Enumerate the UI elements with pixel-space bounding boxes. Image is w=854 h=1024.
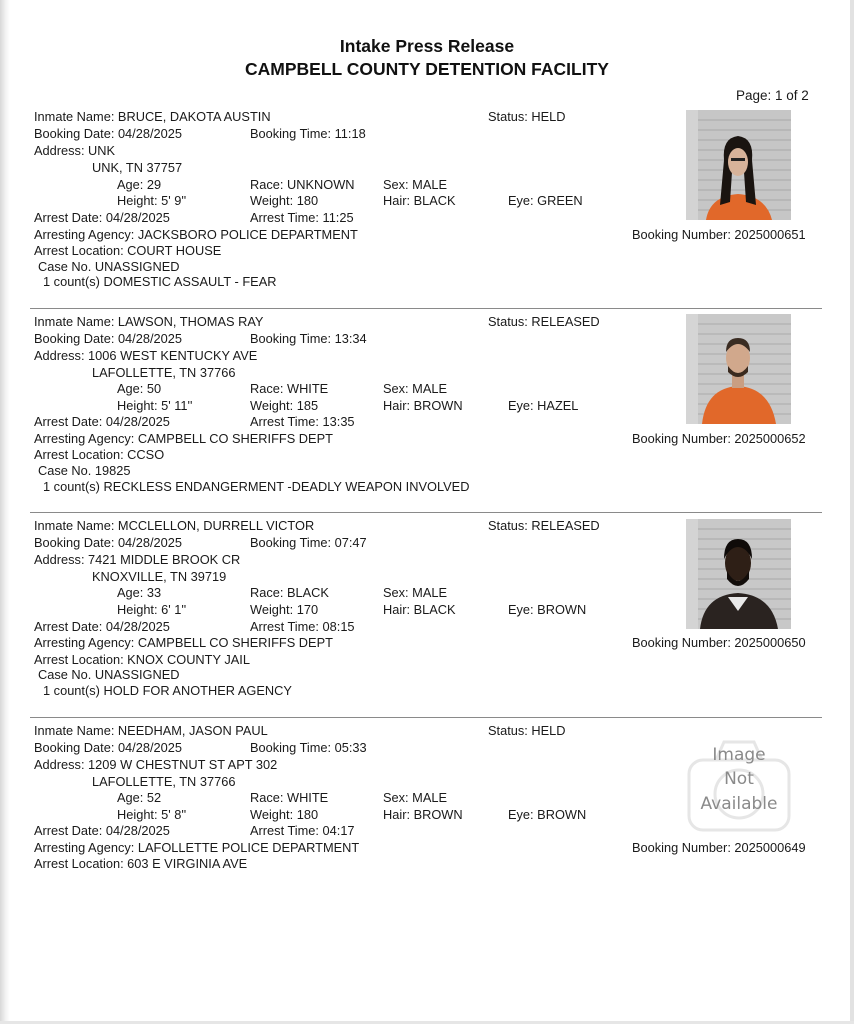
hair: Hair: BROWN (383, 807, 463, 822)
height: Height: 5' 8'' (117, 807, 187, 822)
image-label-line-3: Available (700, 794, 778, 814)
facility-name: CAMPBELL COUNTY DETENTION FACILITY (245, 59, 609, 79)
hair: Hair: BLACK (383, 193, 456, 208)
arrest-location: Arrest Location: CCSO (34, 447, 165, 462)
booking-time: Booking Time: 05:33 (250, 740, 367, 755)
document-title: Intake Press Release (339, 36, 515, 56)
sex: Sex: MALE (383, 790, 448, 805)
record-separator (30, 512, 822, 513)
weight: Weight: 180 (250, 807, 319, 822)
inmate-name: Inmate Name: BRUCE, DAKOTA AUSTIN (34, 109, 271, 124)
weight: Weight: 170 (250, 602, 319, 617)
address-line-1: Address: 1209 W CHESTNUT ST APT 302 (34, 757, 278, 772)
hair: Hair: BLACK (383, 602, 456, 617)
arrest-location: Arrest Location: KNOX COUNTY JAIL (34, 652, 250, 667)
status: Status: RELEASED (488, 314, 600, 329)
eye: Eye: GREEN (508, 193, 583, 208)
arrest-time: Arrest Time: 04:17 (250, 823, 355, 838)
eye: Eye: BROWN (508, 602, 587, 617)
booking-date: Booking Date: 04/28/2025 (34, 331, 182, 346)
page-number: Page: 1 of 2 (736, 88, 809, 103)
status: Status: RELEASED (488, 518, 600, 533)
arrest-time: Arrest Time: 11:25 (250, 210, 354, 225)
image-label-line-2: Not (724, 769, 754, 789)
inmate-name: Inmate Name: LAWSON, THOMAS RAY (34, 314, 264, 329)
race: Race: UNKNOWN (250, 177, 355, 192)
image-label-line-1: Image (712, 745, 766, 765)
booking-time: Booking Time: 07:47 (250, 535, 367, 550)
inmate-record (0, 722, 854, 922)
inmate-record (0, 518, 854, 718)
arresting-agency: Arresting Agency: JACKSBORO POLICE DEPARTMENT (34, 227, 358, 242)
charge: 1 count(s) DOMESTIC ASSAULT - FEAR (43, 274, 277, 289)
inmate-record (0, 313, 854, 513)
age: Age: 33 (117, 585, 162, 600)
booking-date: Booking Date: 04/28/2025 (34, 535, 182, 550)
address-line-1: Address: UNK (34, 143, 116, 158)
charge: 1 count(s) HOLD FOR ANOTHER AGENCY (43, 683, 292, 698)
race: Race: WHITE (250, 790, 329, 805)
image-not-available (686, 730, 792, 834)
eye: Eye: HAZEL (508, 398, 579, 413)
weight: Weight: 180 (250, 193, 319, 208)
status: Status: HELD (488, 723, 566, 738)
case-number: Case No. UNASSIGNED (38, 259, 180, 274)
height: Height: 5' 11'' (117, 398, 193, 413)
age: Age: 52 (117, 790, 162, 805)
mugshot-photo (686, 519, 791, 629)
arrest-date: Arrest Date: 04/28/2025 (34, 414, 170, 429)
inmate-record (0, 109, 854, 309)
address-line-2: UNK, TN 37757 (92, 160, 183, 175)
address-line-2: KNOXVILLE, TN 39719 (92, 569, 227, 584)
address-line-2: LAFOLLETTE, TN 37766 (92, 365, 236, 380)
sex: Sex: MALE (383, 177, 448, 192)
case-number: Case No. UNASSIGNED (38, 667, 180, 682)
race: Race: WHITE (250, 381, 329, 396)
booking-date: Booking Date: 04/28/2025 (34, 126, 182, 141)
arrest-date: Arrest Date: 04/28/2025 (34, 823, 170, 838)
record-separator (30, 308, 822, 309)
arrest-time: Arrest Time: 08:15 (250, 619, 355, 634)
arresting-agency: Arresting Agency: LAFOLLETTE POLICE DEPARTMENT (34, 840, 360, 855)
status: Status: HELD (488, 109, 566, 124)
hair: Hair: BROWN (383, 398, 463, 413)
sex: Sex: MALE (383, 585, 448, 600)
address-line-1: Address: 1006 WEST KENTUCKY AVE (34, 348, 258, 363)
arrest-date: Arrest Date: 04/28/2025 (34, 619, 170, 634)
height: Height: 6' 1'' (117, 602, 187, 617)
charge: 1 count(s) RECKLESS ENDANGERMENT -DEADLY WEAPON INVOLVED (43, 479, 470, 494)
arrest-time: Arrest Time: 13:35 (250, 414, 355, 429)
booking-date: Booking Date: 04/28/2025 (34, 740, 182, 755)
booking-time: Booking Time: 13:34 (250, 331, 367, 346)
record-separator (30, 717, 822, 718)
case-number: Case No. 19825 (38, 463, 131, 478)
arrest-location: Arrest Location: 603 E VIRGINIA AVE (34, 856, 248, 871)
address-line-1: Address: 7421 MIDDLE BROOK CR (34, 552, 241, 567)
arresting-agency: Arresting Agency: CAMPBELL CO SHERIFFS DEPT (34, 431, 333, 446)
address-line-2: LAFOLLETTE, TN 37766 (92, 774, 236, 789)
booking-time: Booking Time: 11:18 (250, 126, 366, 141)
age: Age: 50 (117, 381, 162, 396)
mugshot-photo (686, 110, 791, 220)
mugshot-photo (686, 314, 791, 424)
arresting-agency: Arresting Agency: CAMPBELL CO SHERIFFS DEPT (34, 635, 333, 650)
arrest-location: Arrest Location: COURT HOUSE (34, 243, 222, 258)
booking-number: Booking Number: 2025000651 (632, 227, 806, 242)
weight: Weight: 185 (250, 398, 319, 413)
booking-number: Booking Number: 2025000649 (632, 840, 806, 855)
height: Height: 5' 9'' (117, 193, 187, 208)
arrest-date: Arrest Date: 04/28/2025 (34, 210, 170, 225)
inmate-name: Inmate Name: NEEDHAM, JASON PAUL (34, 723, 268, 738)
age: Age: 29 (117, 177, 162, 192)
booking-number: Booking Number: 2025000650 (632, 635, 806, 650)
booking-number: Booking Number: 2025000652 (632, 431, 806, 446)
eye: Eye: BROWN (508, 807, 587, 822)
sex: Sex: MALE (383, 381, 448, 396)
inmate-name: Inmate Name: MCCLELLON, DURRELL VICTOR (34, 518, 315, 533)
race: Race: BLACK (250, 585, 329, 600)
